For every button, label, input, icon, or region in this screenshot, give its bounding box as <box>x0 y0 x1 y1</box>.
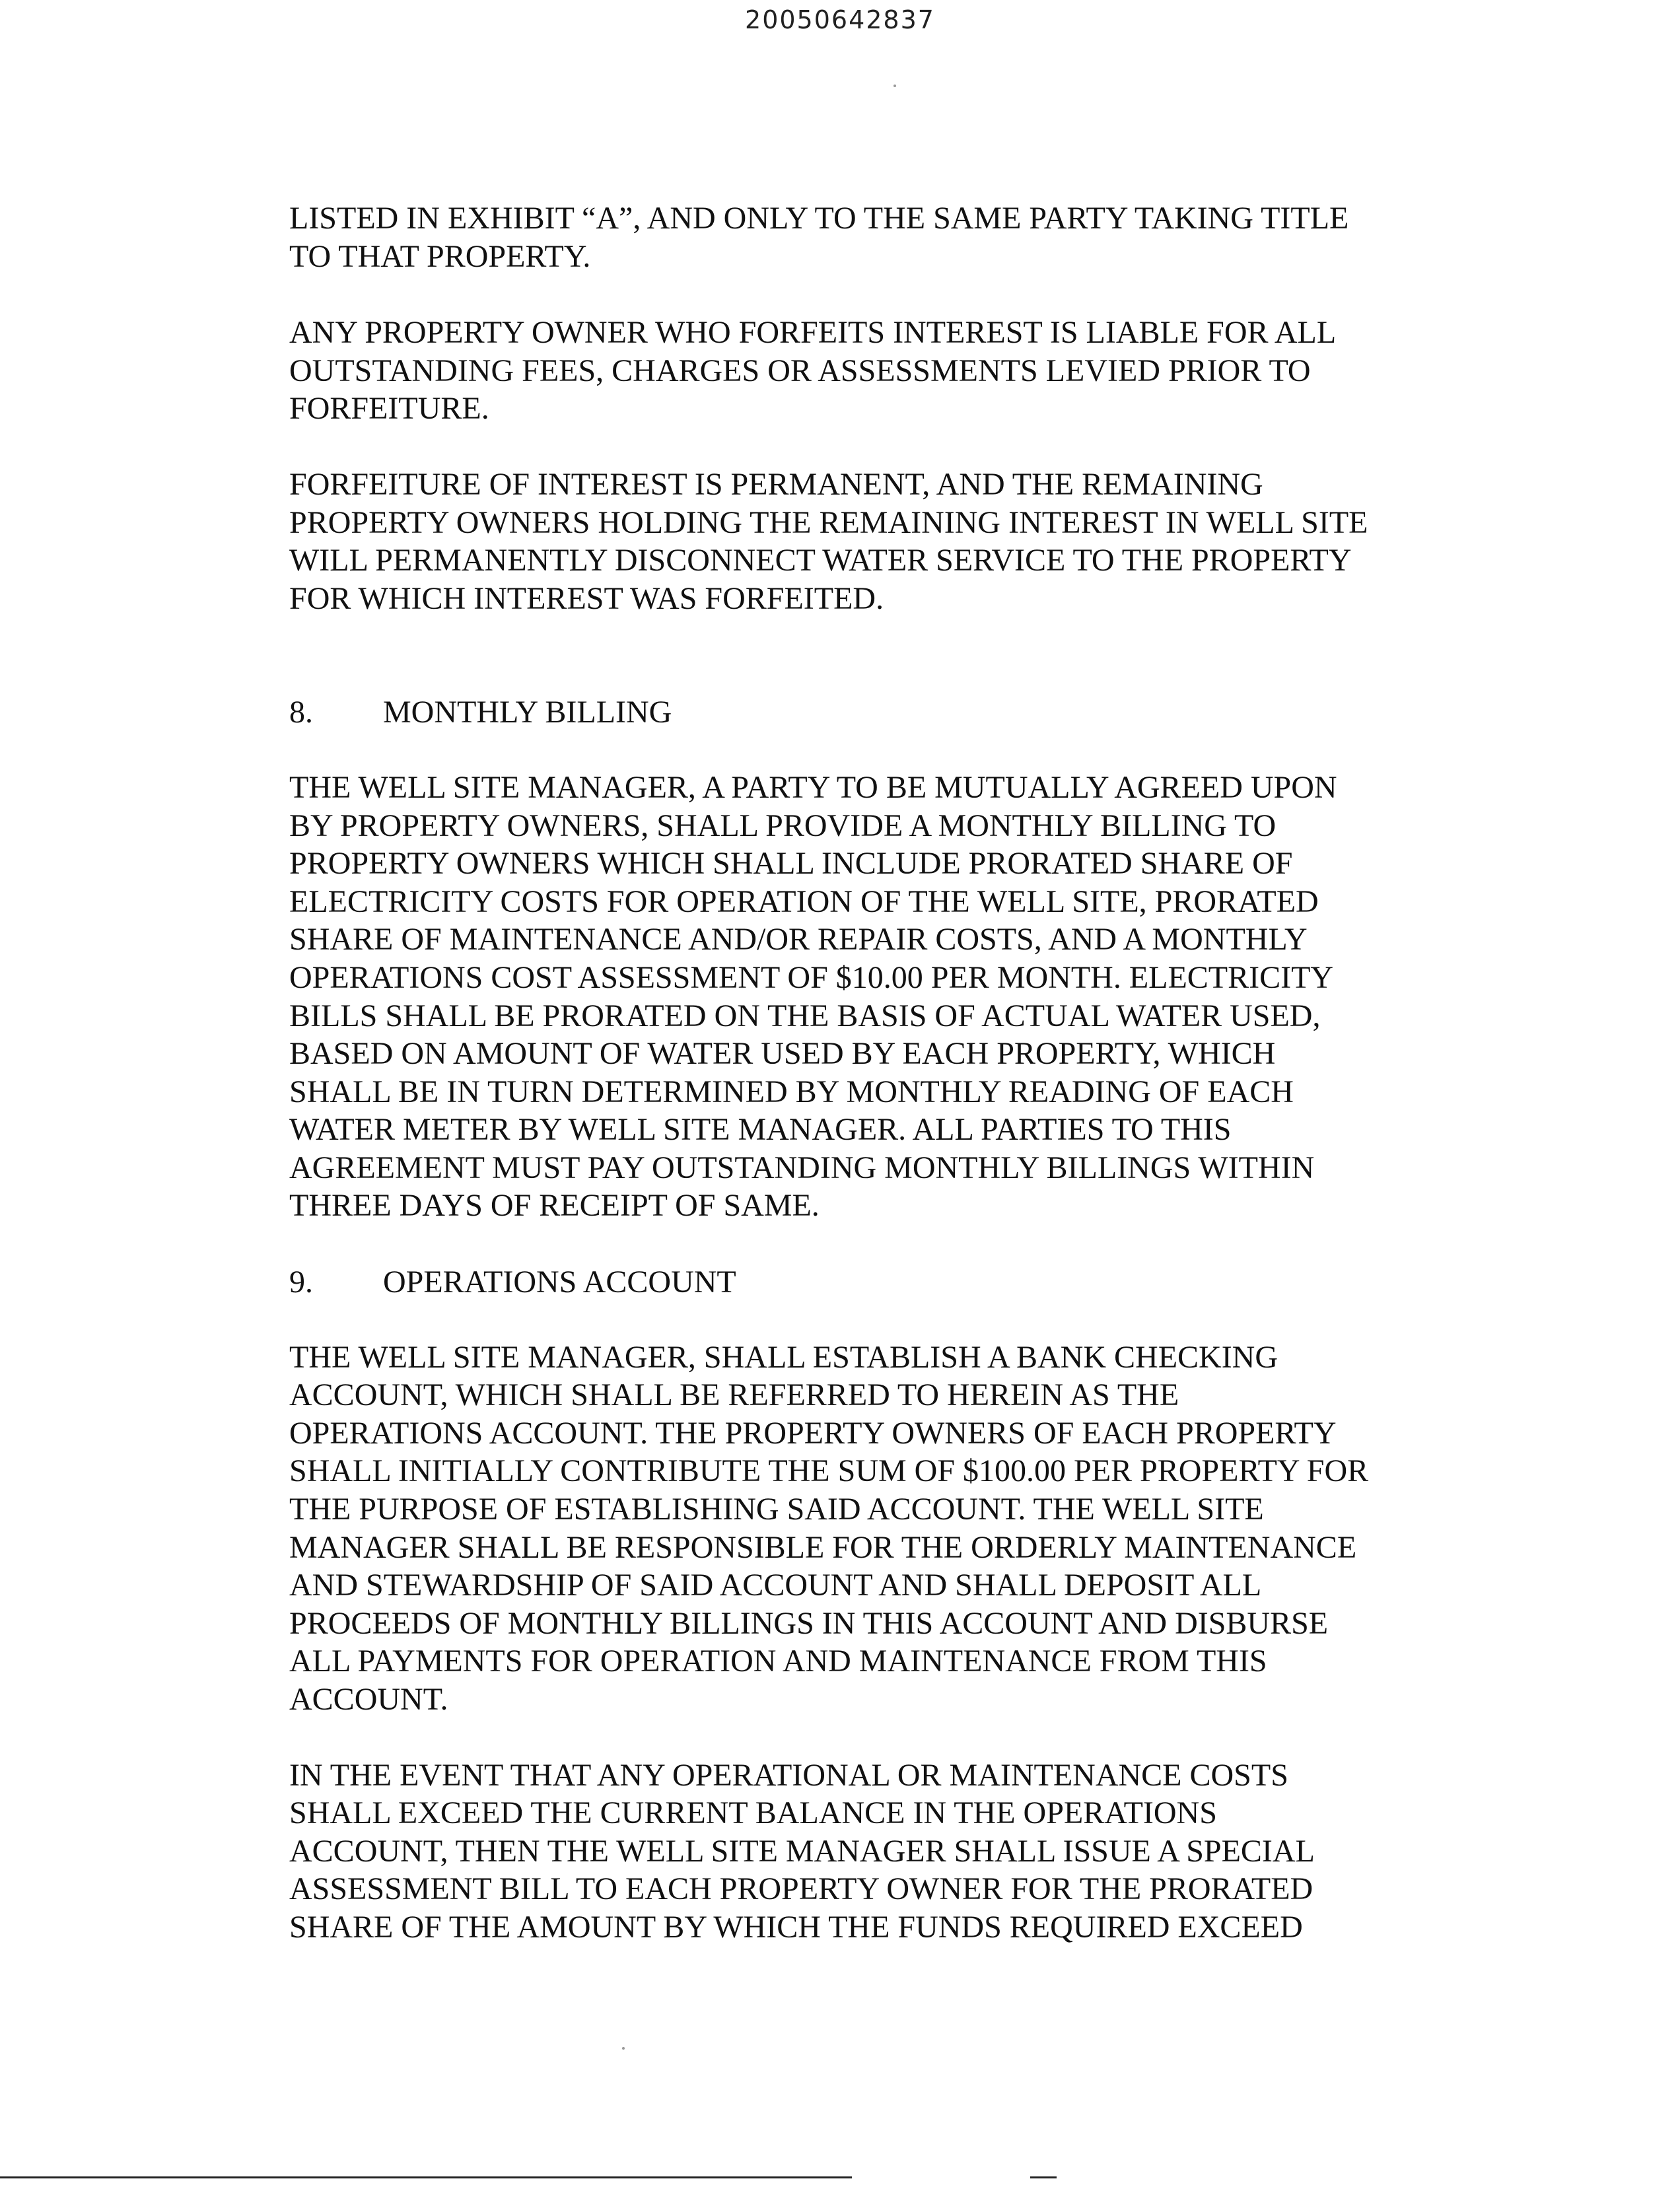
text-line: ACCOUNT, WHICH SHALL BE REFERRED TO HEREIN AS THE <box>289 1377 1179 1413</box>
text-line: BILLS SHALL BE PRORATED ON THE BASIS OF ACTUAL WATER USED, <box>289 998 1321 1033</box>
text-line: BASED ON AMOUNT OF WATER USED BY EACH PROPERTY, WHICH <box>289 1036 1276 1072</box>
text-line: ACCOUNT. <box>289 1682 448 1717</box>
text-line: ANY PROPERTY OWNER WHO FORFEITS INTEREST IS LIABLE FOR ALL <box>289 315 1337 351</box>
text-line: FORFEITURE. <box>289 391 489 427</box>
text-line: ELECTRICITY COSTS FOR OPERATION OF THE WELL SITE, PRORATED <box>289 884 1319 919</box>
text-line: FORFEITURE OF INTEREST IS PERMANENT, AND THE REMAINING <box>289 466 1263 502</box>
text-line: OPERATIONS COST ASSESSMENT OF $10.00 PER MONTH. ELECTRICITY <box>289 959 1334 995</box>
scan-speck <box>893 85 896 87</box>
section-number: 9. <box>289 1265 313 1300</box>
text-line: AGREEMENT MUST PAY OUTSTANDING MONTHLY BILLINGS WITHIN <box>289 1150 1315 1185</box>
text-line: SHARE OF THE AMOUNT BY WHICH THE FUNDS REQUIRED EXCEED <box>289 1909 1303 1945</box>
section-title: OPERATIONS ACCOUNT <box>383 1265 736 1300</box>
text-line: WATER METER BY WELL SITE MANAGER. ALL PARTIES TO THIS <box>289 1112 1232 1148</box>
paragraph-forfeit-liability <box>289 314 1452 428</box>
section-title: MONTHLY BILLING <box>383 695 672 730</box>
text-line: IN THE EVENT THAT ANY OPERATIONAL OR MAINTENANCE COSTS <box>289 1757 1288 1793</box>
text-line: MANAGER SHALL BE RESPONSIBLE FOR THE ORDERLY MAINTENANCE <box>289 1529 1357 1565</box>
text-line: PROPERTY OWNERS WHICH SHALL INCLUDE PRORATED SHARE OF <box>289 846 1293 882</box>
section-number: 8. <box>289 695 313 730</box>
paragraph-monthly-billing <box>289 769 1452 1225</box>
paragraph-operations-account <box>289 1338 1452 1719</box>
text-line: ASSESSMENT BILL TO EACH PROPERTY OWNER FOR THE PRORATED <box>289 1871 1313 1907</box>
text-line: SHALL EXCEED THE CURRENT BALANCE IN THE OPERATIONS <box>289 1795 1217 1831</box>
text-line: OUTSTANDING FEES, CHARGES OR ASSESSMENTS LEVIED PRIOR TO <box>289 353 1311 388</box>
text-line: FOR WHICH INTEREST WAS FORFEITED. <box>289 580 884 616</box>
scan-speck <box>622 2047 625 2050</box>
text-line: THREE DAYS OF RECEIPT OF SAME. <box>289 1188 820 1224</box>
text-line: THE WELL SITE MANAGER, SHALL ESTABLISH A BANK CHECKING <box>289 1339 1278 1375</box>
text-line: LISTED IN EXHIBIT “A”, AND ONLY TO THE SAME PARTY TAKING TITLE <box>289 201 1349 236</box>
text-line: ACCOUNT, THEN THE WELL SITE MANAGER SHALL ISSUE A SPECIAL <box>289 1833 1315 1869</box>
text-line: PROCEEDS OF MONTHLY BILLINGS IN THIS ACCOUNT AND DISBURSE <box>289 1605 1329 1641</box>
text-line: TO THAT PROPERTY. <box>289 238 591 274</box>
text-line: OPERATIONS ACCOUNT. THE PROPERTY OWNERS OF EACH PROPERTY <box>289 1415 1337 1451</box>
section-heading-monthly-billing <box>289 693 1452 732</box>
scan-bottom-edge-line <box>1030 2176 1057 2178</box>
text-line: BY PROPERTY OWNERS, SHALL PROVIDE A MONTHLY BILLING TO <box>289 808 1277 843</box>
text-line: SHARE OF MAINTENANCE AND/OR REPAIR COSTS, AND A MONTHLY <box>289 922 1308 957</box>
document-page-body <box>289 199 1452 1947</box>
text-line: THE WELL SITE MANAGER, A PARTY TO BE MUTUALLY AGREED UPON <box>289 769 1337 805</box>
text-line: THE PURPOSE OF ESTABLISHING SAID ACCOUNT. THE WELL SITE <box>289 1492 1264 1527</box>
text-line: AND STEWARDSHIP OF SAID ACCOUNT AND SHALL DEPOSIT ALL <box>289 1568 1262 1603</box>
document-number: 20050642837 <box>745 5 935 34</box>
text-line: WILL PERMANENTLY DISCONNECT WATER SERVICE TO THE PROPERTY <box>289 543 1352 578</box>
paragraph-exhibit-a <box>289 199 1452 275</box>
section-heading-operations-account <box>289 1263 1452 1302</box>
paragraph-forfeiture-permanent <box>289 466 1452 617</box>
text-line: PROPERTY OWNERS HOLDING THE REMAINING INTEREST IN WELL SITE <box>289 504 1368 540</box>
text-line: ALL PAYMENTS FOR OPERATION AND MAINTENANCE FROM THIS <box>289 1644 1267 1679</box>
text-line: SHALL INITIALLY CONTRIBUTE THE SUM OF $100.00 PER PROPERTY FOR <box>289 1453 1369 1489</box>
text-line: SHALL BE IN TURN DETERMINED BY MONTHLY READING OF EACH <box>289 1074 1294 1109</box>
paragraph-special-assessment <box>289 1756 1452 1947</box>
scan-bottom-edge-line <box>0 2176 852 2178</box>
